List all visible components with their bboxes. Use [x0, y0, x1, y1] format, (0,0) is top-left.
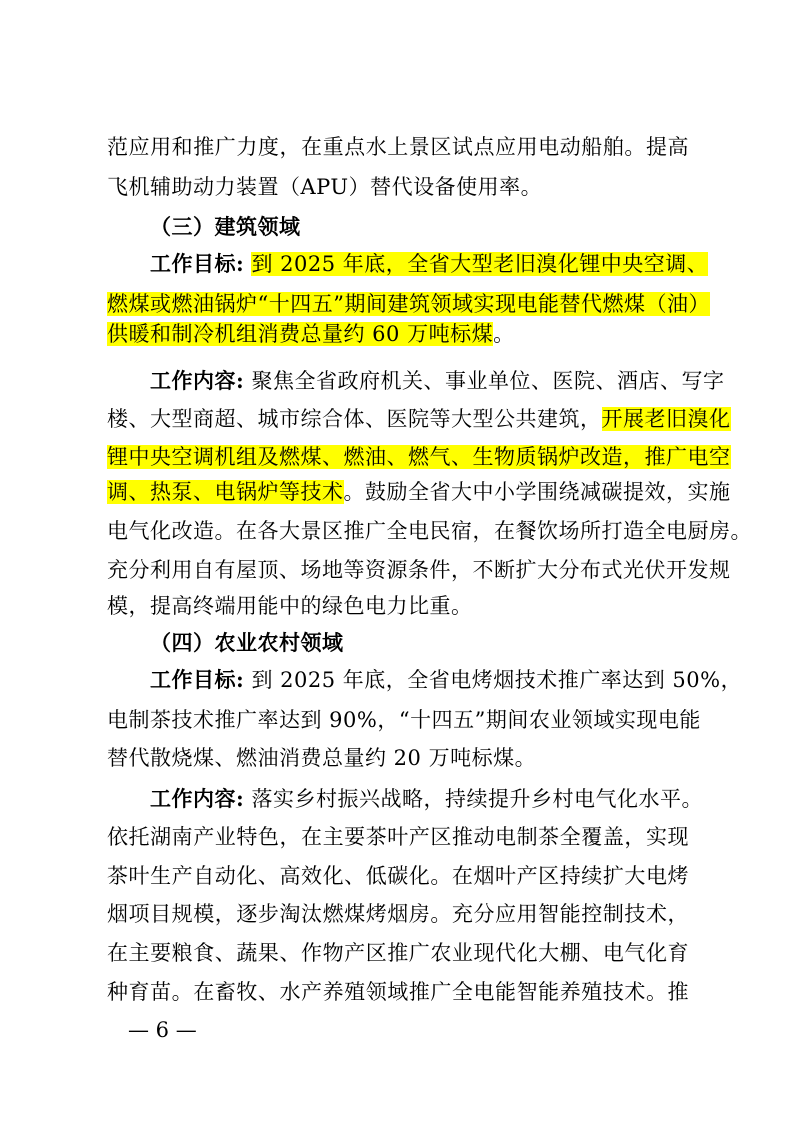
- text-line: 模，提高终端用能中的绿色电力比重。: [107, 594, 473, 618]
- text-line: 替代散烧煤、燃油消费总量约 20 万吨标煤。: [107, 746, 537, 770]
- text-line: [107, 399, 731, 439]
- text-fragment: 楼、大型商超、城市综合体、医院等大型公共建筑，: [107, 407, 602, 431]
- highlighted-text: 开展老旧溴化: [601, 407, 731, 431]
- text-line: [150, 361, 725, 401]
- text-line: 电气化改造。在各大景区推广全电民宿，在餐饮场所打造全电厨房。: [107, 519, 752, 543]
- text-line: 范应用和推广力度，在重点水上景区试点应用电动船舶。提高: [107, 135, 689, 159]
- highlighted-text: 燃煤或燃油锅炉“十四五”期间建筑领域实现电能替代燃煤（油）: [107, 292, 710, 316]
- goal-label: 工作目标:: [150, 667, 245, 692]
- text-line: 在主要粮食、蔬果、作物产区推广农业现代化大棚、电气化育: [107, 941, 689, 965]
- text-fragment: 到 2025 年底，全省电烤烟技术推广率达到 50%，: [251, 668, 743, 692]
- page-number: — 6 —: [128, 1018, 197, 1042]
- text-line: [107, 314, 689, 354]
- text-line: [150, 660, 743, 700]
- text-line: 依托湖南产业特色，在主要茶叶产区推动电制茶全覆盖，实现: [107, 825, 689, 849]
- content-label: 工作内容:: [150, 786, 245, 811]
- text-line: 电制茶技术推广率达到 90%，“十四五”期间农业领域实现电能: [107, 708, 701, 732]
- text-line: 种育苗。在畜牧、水产养殖领域推广全电能智能养殖技术。推: [107, 980, 689, 1004]
- text-fragment: 落实乡村振兴战略，持续提升乡村电气化水平。: [251, 787, 703, 811]
- text-line: 充分利用自有屋顶、场地等资源条件，不断扩大分布式光伏开发规: [107, 558, 731, 582]
- highlighted-text: 到 2025 年底，全省大型老旧溴化锂中央空调、: [251, 252, 709, 276]
- highlighted-text: 锂中央空调机组及燃煤、燃油、燃气、生物质锅炉改造，推广电空: [107, 445, 731, 469]
- text-line: [150, 779, 703, 819]
- section-heading-agriculture: （四）农业农村领域: [150, 630, 344, 655]
- text-line: [150, 244, 709, 284]
- text-line: 烟项目规模，逐步淘汰燃煤烤烟房。充分应用智能控制技术，: [107, 902, 689, 926]
- content-label: 工作内容:: [150, 368, 245, 393]
- highlighted-text: 供暖和制冷机组消费总量约 60 万吨标煤: [107, 322, 494, 346]
- highlighted-text: 调、热泵、电锅炉等技术: [107, 480, 344, 504]
- text-line: 茶叶生产自动化、高效化、低碳化。在烟叶产区持续扩大电烤: [107, 864, 689, 888]
- text-line: 飞机辅助动力装置（APU）替代设备使用率。: [107, 175, 543, 199]
- text-line: [107, 472, 731, 512]
- text-fragment: 。鼓励全省大中小学围绕减碳提效，实施: [343, 480, 731, 504]
- text-line: [107, 437, 731, 477]
- text-fragment: 聚焦全省政府机关、事业单位、医院、酒店、写字: [251, 369, 725, 393]
- goal-label: 工作目标:: [150, 251, 245, 276]
- section-heading-buildings: （三）建筑领域: [150, 214, 301, 239]
- text-fragment: 。: [493, 322, 515, 346]
